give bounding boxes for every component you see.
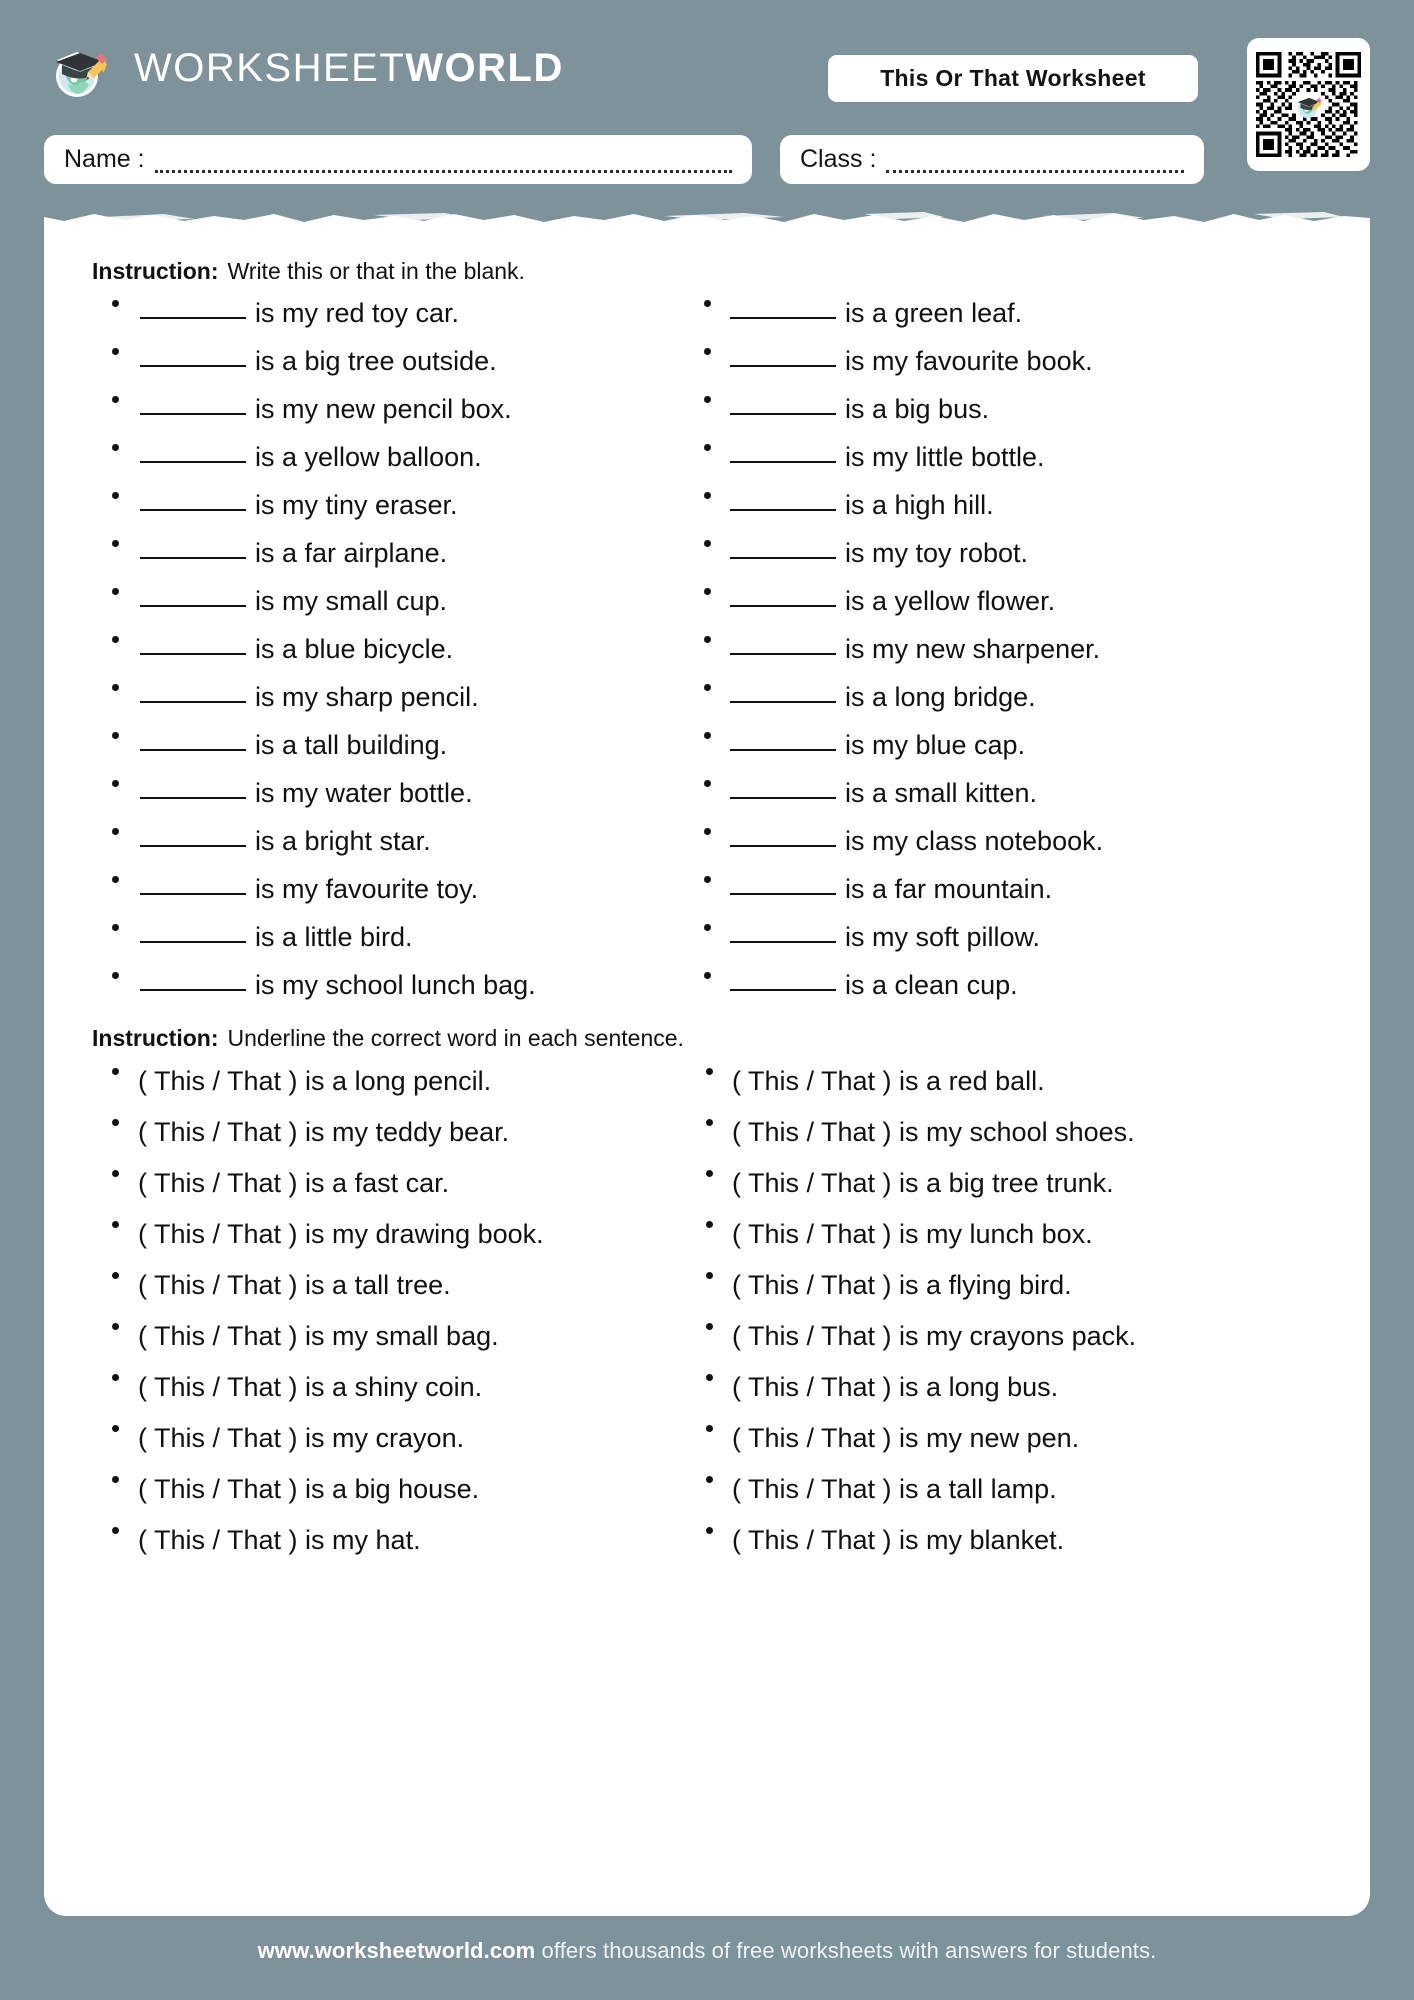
list-item[interactable]: ( This / That ) is a red ball. bbox=[686, 1056, 1322, 1107]
answer-blank[interactable] bbox=[140, 365, 246, 367]
instruction-2-text: Underline the correct word in each sentence. bbox=[227, 1025, 684, 1051]
list-item[interactable]: ( This / That ) is my blanket. bbox=[686, 1515, 1322, 1566]
list-item[interactable] bbox=[686, 529, 1322, 577]
item-text: is my class notebook. bbox=[845, 825, 1104, 856]
section-2-column-2 bbox=[686, 1056, 1322, 1566]
answer-blank[interactable] bbox=[140, 653, 246, 655]
item-text: is a small kitten. bbox=[845, 777, 1038, 808]
item-text: is my blue cap. bbox=[845, 729, 1026, 760]
list-item[interactable] bbox=[92, 337, 658, 385]
section-2-columns bbox=[92, 1056, 1322, 1566]
answer-blank[interactable] bbox=[140, 557, 246, 559]
item-text: is a yellow balloon. bbox=[255, 441, 482, 472]
list-item[interactable] bbox=[92, 865, 658, 913]
item-text: is my toy robot. bbox=[845, 537, 1029, 568]
answer-blank[interactable] bbox=[730, 605, 836, 607]
list-item[interactable]: ( This / That ) is a long pencil. bbox=[92, 1056, 658, 1107]
list-item[interactable] bbox=[686, 337, 1322, 385]
list-item[interactable]: ( This / That ) is my drawing book. bbox=[92, 1209, 658, 1260]
list-item[interactable]: ( This / That ) is a fast car. bbox=[92, 1158, 658, 1209]
item-text: is a little bird. bbox=[255, 921, 413, 952]
item-text: is a yellow flower. bbox=[845, 585, 1056, 616]
item-text: is a long bridge. bbox=[845, 681, 1036, 712]
answer-blank[interactable] bbox=[140, 509, 246, 511]
item-text: is my new pencil box. bbox=[255, 393, 512, 424]
list-item[interactable] bbox=[92, 673, 658, 721]
name-input-line[interactable] bbox=[155, 170, 732, 173]
answer-blank[interactable] bbox=[730, 557, 836, 559]
brand-title bbox=[134, 45, 564, 90]
answer-blank[interactable] bbox=[730, 941, 836, 943]
item-text: is my new sharpener. bbox=[845, 633, 1101, 664]
list-item[interactable] bbox=[686, 385, 1322, 433]
item-text: is my favourite toy. bbox=[255, 873, 479, 904]
list-item[interactable]: ( This / That ) is my crayon. bbox=[92, 1413, 658, 1464]
brand-word-1: WORKSHEET bbox=[134, 45, 406, 90]
answer-blank[interactable] bbox=[730, 509, 836, 511]
item-text: is my red toy car. bbox=[255, 297, 460, 328]
item-text: is my school lunch bag. bbox=[255, 969, 536, 1000]
list-item[interactable]: ( This / That ) is my hat. bbox=[92, 1515, 658, 1566]
list-item[interactable] bbox=[686, 865, 1322, 913]
item-text: is my soft pillow. bbox=[845, 921, 1041, 952]
answer-blank[interactable] bbox=[730, 461, 836, 463]
instruction-1-text: Write this or that in the blank. bbox=[227, 258, 525, 284]
page-header bbox=[0, 0, 1414, 215]
answer-blank[interactable] bbox=[140, 893, 246, 895]
answer-blank[interactable] bbox=[140, 461, 246, 463]
list-item[interactable] bbox=[686, 481, 1322, 529]
list-item[interactable]: ( This / That ) is a long bus. bbox=[686, 1362, 1322, 1413]
item-text: is a green leaf. bbox=[845, 297, 1023, 328]
answer-blank[interactable] bbox=[140, 989, 246, 991]
section-1-column-1 bbox=[92, 289, 658, 1009]
list-item[interactable] bbox=[92, 529, 658, 577]
list-item[interactable] bbox=[686, 625, 1322, 673]
list-item[interactable]: ( This / That ) is a flying bird. bbox=[686, 1260, 1322, 1311]
answer-blank[interactable] bbox=[730, 749, 836, 751]
class-input-line[interactable] bbox=[886, 170, 1184, 173]
footer-domain[interactable]: www.worksheetworld.com bbox=[257, 1938, 536, 1963]
list-item[interactable] bbox=[686, 913, 1322, 961]
list-item[interactable]: ( This / That ) is a big house. bbox=[92, 1464, 658, 1515]
list-item[interactable]: ( This / That ) is my new pen. bbox=[686, 1413, 1322, 1464]
item-text: is my tiny eraser. bbox=[255, 489, 458, 520]
list-item[interactable] bbox=[686, 769, 1322, 817]
qr-embedded-logo-icon bbox=[1292, 88, 1326, 122]
list-item[interactable] bbox=[92, 913, 658, 961]
list-item[interactable] bbox=[686, 817, 1322, 865]
answer-blank[interactable] bbox=[140, 941, 246, 943]
list-item[interactable] bbox=[92, 961, 658, 1009]
instruction-2-label: Instruction: bbox=[92, 1025, 219, 1051]
item-text: is a high hill. bbox=[845, 489, 994, 520]
list-item[interactable] bbox=[686, 577, 1322, 625]
list-item[interactable]: ( This / That ) is my lunch box. bbox=[686, 1209, 1322, 1260]
list-item[interactable]: ( This / That ) is a shiny coin. bbox=[92, 1362, 658, 1413]
item-text: is my water bottle. bbox=[255, 777, 473, 808]
item-text: is a big bus. bbox=[845, 393, 990, 424]
section-2-column-1 bbox=[92, 1056, 658, 1566]
page-footer bbox=[0, 1938, 1414, 1964]
item-text: is a clean cup. bbox=[845, 969, 1018, 1000]
answer-blank[interactable] bbox=[730, 845, 836, 847]
answer-blank[interactable] bbox=[140, 413, 246, 415]
answer-blank[interactable] bbox=[730, 989, 836, 991]
item-text: is my little bottle. bbox=[845, 441, 1045, 472]
item-text: is a bright star. bbox=[255, 825, 431, 856]
list-item[interactable] bbox=[92, 625, 658, 673]
item-text: is a blue bicycle. bbox=[255, 633, 454, 664]
footer-text: offers thousands of free worksheets with answers for students. bbox=[535, 1938, 1157, 1963]
list-item[interactable] bbox=[686, 721, 1322, 769]
list-item[interactable]: ( This / That ) is a tall tree. bbox=[92, 1260, 658, 1311]
answer-blank[interactable] bbox=[730, 893, 836, 895]
list-item[interactable] bbox=[92, 769, 658, 817]
list-item[interactable] bbox=[92, 385, 658, 433]
brand-word-2: WORLD bbox=[405, 45, 564, 90]
graduation-cap-globe-pencil-icon bbox=[44, 32, 116, 104]
list-item[interactable] bbox=[92, 817, 658, 865]
answer-blank[interactable] bbox=[140, 797, 246, 799]
class-label: Class : bbox=[800, 145, 877, 173]
list-item[interactable]: ( This / That ) is a big tree trunk. bbox=[686, 1158, 1322, 1209]
name-field[interactable] bbox=[44, 135, 752, 184]
answer-blank[interactable] bbox=[140, 317, 246, 319]
list-item[interactable] bbox=[92, 721, 658, 769]
class-field[interactable] bbox=[780, 135, 1204, 184]
list-item[interactable] bbox=[686, 673, 1322, 721]
name-label: Name : bbox=[64, 145, 145, 173]
answer-blank[interactable] bbox=[730, 413, 836, 415]
answer-blank[interactable] bbox=[730, 365, 836, 367]
worksheet-title-badge bbox=[828, 55, 1198, 102]
answer-blank[interactable] bbox=[140, 701, 246, 703]
qr-code[interactable] bbox=[1247, 38, 1370, 171]
instruction-2 bbox=[92, 1025, 1322, 1052]
answer-blank[interactable] bbox=[730, 797, 836, 799]
section-1-column-2 bbox=[686, 289, 1322, 1009]
item-text: is my favourite book. bbox=[845, 345, 1093, 376]
list-item[interactable]: ( This / That ) is my crayons pack. bbox=[686, 1311, 1322, 1362]
item-text: is a big tree outside. bbox=[255, 345, 497, 376]
student-fields bbox=[44, 135, 1204, 184]
list-item[interactable] bbox=[92, 577, 658, 625]
answer-blank[interactable] bbox=[730, 701, 836, 703]
item-text: is a far airplane. bbox=[255, 537, 448, 568]
list-item[interactable] bbox=[92, 433, 658, 481]
list-item[interactable]: ( This / That ) is my teddy bear. bbox=[92, 1107, 658, 1158]
list-item[interactable] bbox=[686, 433, 1322, 481]
section-1-columns bbox=[92, 289, 1322, 1009]
answer-blank[interactable] bbox=[140, 749, 246, 751]
instruction-1-label: Instruction: bbox=[92, 258, 219, 284]
instruction-1 bbox=[92, 258, 1322, 285]
list-item[interactable]: ( This / That ) is a tall lamp. bbox=[686, 1464, 1322, 1515]
answer-blank[interactable] bbox=[730, 317, 836, 319]
item-text: is my sharp pencil. bbox=[255, 681, 479, 712]
item-text: is a far mountain. bbox=[845, 873, 1053, 904]
worksheet-sheet bbox=[44, 212, 1370, 1916]
list-item[interactable] bbox=[92, 481, 658, 529]
list-item[interactable] bbox=[686, 961, 1322, 1009]
list-item[interactable] bbox=[92, 289, 658, 337]
item-text: is my small cup. bbox=[255, 585, 448, 616]
list-item[interactable] bbox=[686, 289, 1322, 337]
answer-blank[interactable] bbox=[140, 845, 246, 847]
item-text: is a tall building. bbox=[255, 729, 448, 760]
list-item[interactable]: ( This / That ) is my school shoes. bbox=[686, 1107, 1322, 1158]
page-title: This Or That Worksheet bbox=[880, 65, 1146, 91]
answer-blank[interactable] bbox=[140, 605, 246, 607]
list-item[interactable]: ( This / That ) is my small bag. bbox=[92, 1311, 658, 1362]
answer-blank[interactable] bbox=[730, 653, 836, 655]
